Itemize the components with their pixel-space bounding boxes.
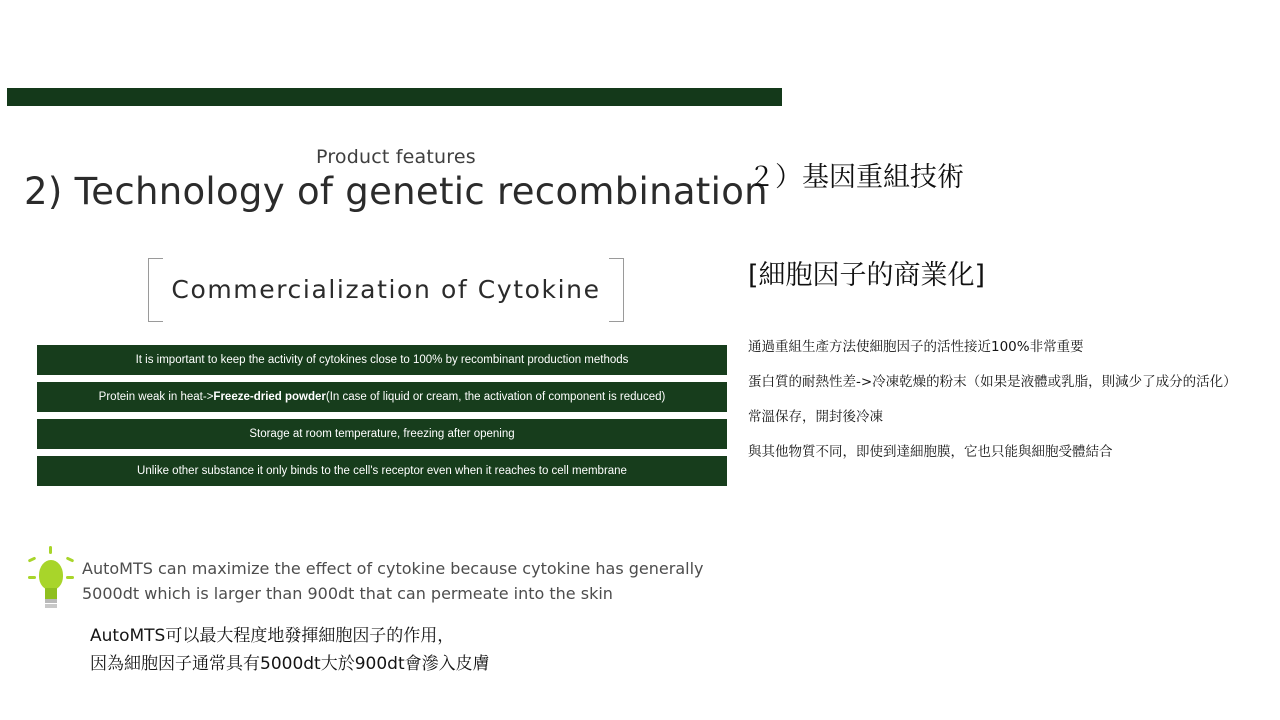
feature-banner: Storage at room temperature, freezing after opening xyxy=(37,419,727,449)
right-translation-column xyxy=(748,160,1280,478)
lightbulb-ray xyxy=(66,576,74,579)
feature-banner-list xyxy=(37,345,727,493)
feature-banner: Unlike other substance it only binds to the cell's receptor even when it reaches to cell membrane xyxy=(37,456,727,486)
lightbulb-ray xyxy=(66,556,75,562)
list-item: 通過重組生產方法使細胞因子的活性接近100%非常重要 xyxy=(748,339,1084,355)
note-english: AutoMTS can maximize the effect of cytokine because cytokine has generally 5000dt which is larger than 900dt that can permeate into the skin xyxy=(82,559,704,603)
lightbulb-base xyxy=(45,604,57,608)
lightbulb-ray xyxy=(28,556,37,562)
note-chinese-line: 因為細胞因子通常具有5000dt大於900dt會滲入皮膚 xyxy=(90,654,490,674)
bracket-subtitle xyxy=(148,258,624,320)
page-title: 2) Technology of genetic recombination xyxy=(24,170,768,213)
banner-text-bold: Freeze-dried powder xyxy=(213,391,326,403)
feature-banner xyxy=(37,382,727,412)
translated-subtitle: [細胞因子的商業化] xyxy=(748,260,986,291)
bracket-subtitle-label: Commercialization of Cytokine xyxy=(171,274,601,304)
list-item: 常溫保存，開封後冷凍 xyxy=(748,409,883,425)
list-item: 與其他物質不同，即使到達細胞膜，它也只能與細胞受體結合 xyxy=(748,444,1113,460)
note-chinese-line: AutoMTS可以最大程度地發揮細胞因子的作用， xyxy=(90,626,455,646)
feature-banner: It is important to keep the activity of cytokines close to 100% by recombinant production methods xyxy=(37,345,727,375)
lightbulb-ray xyxy=(28,576,36,579)
banner-text-pre: Protein weak in heat-> xyxy=(98,391,214,403)
lightbulb-base xyxy=(45,599,57,603)
list-item: 蛋白質的耐熱性差->冷凍乾燥的粉末（如果是液體或乳脂，則減少了成分的活化） xyxy=(748,374,1237,390)
note-chinese xyxy=(90,622,750,678)
eyebrow-label: Product features xyxy=(316,146,476,168)
top-accent-bar xyxy=(7,88,782,106)
lightbulb-glass xyxy=(39,560,63,590)
lightbulb-icon xyxy=(28,552,74,616)
translated-bullet-list xyxy=(748,338,1280,461)
translated-title: ２）基因重組技術 xyxy=(748,162,964,193)
lightbulb-ray xyxy=(49,546,52,554)
banner-text-post: (In case of liquid or cream, the activation of component is reduced) xyxy=(325,391,666,403)
